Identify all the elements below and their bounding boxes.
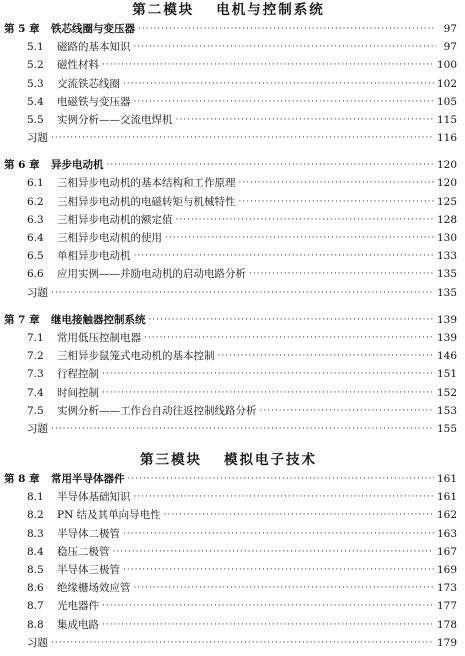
page-number: 163: [436, 527, 457, 540]
page-number: 162: [436, 509, 457, 522]
leader-dots: [123, 561, 434, 579]
section-number: 8.5: [27, 564, 44, 577]
toc-section-row[interactable]: [0, 543, 457, 561]
module-title: [0, 450, 457, 470]
page-number: 152: [436, 386, 457, 399]
exercise-title: 习题: [27, 286, 48, 299]
page-number: 100: [436, 59, 457, 72]
page-number: 139: [436, 331, 457, 344]
chapter-number: 第 8 章: [4, 473, 40, 486]
leader-dots: [113, 543, 434, 561]
toc-section-row[interactable]: [0, 579, 457, 597]
toc-section-row[interactable]: [0, 229, 457, 247]
page-number: 135: [436, 268, 457, 281]
section-title: 三相异步电动机的额定值: [57, 213, 173, 226]
section-title: PN 结及其单向导电性: [57, 509, 161, 522]
toc-section-row[interactable]: [0, 111, 457, 129]
exercise-title: 习题: [27, 422, 48, 435]
section-number: 8.1: [27, 491, 44, 504]
leader-dots: [239, 193, 434, 211]
module-title: [0, 0, 457, 20]
section-number: 8.8: [27, 618, 44, 631]
section-title: 单相异步电动机: [57, 250, 131, 263]
toc-section-row[interactable]: [0, 247, 457, 265]
leader-dots: [134, 93, 434, 111]
toc-section-row[interactable]: [0, 597, 457, 615]
section-number: 6.1: [27, 177, 44, 190]
leader-dots: [134, 579, 434, 597]
chapter-number: 第 7 章: [4, 313, 40, 326]
page-number: 120: [436, 159, 457, 172]
section-title: 实例分析——交流电焊机: [57, 113, 173, 126]
section-title: 应用实例——并励电动机的启动电路分析: [57, 268, 246, 281]
page-number: 139: [436, 313, 457, 326]
leader-dots: [134, 38, 437, 56]
page-number: 128: [436, 213, 457, 226]
section-number: 7.4: [27, 386, 44, 399]
toc-chapter-row[interactable]: [0, 470, 457, 488]
toc-section-row[interactable]: [0, 561, 457, 579]
leader-dots: [51, 420, 434, 438]
page-number: 178: [436, 618, 457, 631]
section-title: 半导体基础知识: [57, 491, 131, 504]
toc-exercise-row[interactable]: [0, 284, 457, 302]
section-title: 三相异步鼠笼式电动机的基本控制: [57, 350, 215, 363]
page-number: 130: [436, 232, 457, 245]
section-number: 8.7: [27, 600, 44, 613]
section-number: 7.3: [27, 368, 44, 381]
section-number: 5.3: [27, 77, 44, 90]
section-title: 电磁铁与变压器: [57, 95, 131, 108]
section-title: 三相异步电动机的基本结构和工作原理: [57, 177, 236, 190]
module-name: 模拟电子技术: [224, 452, 317, 469]
leader-dots: [176, 211, 434, 229]
chapter-title: 常用半导体器件: [51, 473, 125, 486]
leader-dots: [134, 488, 434, 506]
page-number: 97: [443, 41, 457, 54]
page-number: 173: [436, 582, 457, 595]
toc-section-row[interactable]: [0, 365, 457, 383]
leader-dots: [51, 634, 434, 652]
section-title: 行程控制: [57, 368, 99, 381]
section-number: 8.4: [27, 545, 44, 558]
toc-exercise-row[interactable]: [0, 634, 457, 652]
page-number: 179: [436, 636, 457, 649]
toc-section-row[interactable]: [0, 525, 457, 543]
toc-section-row[interactable]: [0, 175, 457, 193]
section-title: 三相异步电动机的使用: [57, 232, 162, 245]
leader-dots: [123, 75, 434, 93]
leader-dots: [218, 347, 434, 365]
leader-dots: [51, 284, 434, 302]
leader-dots: [149, 311, 434, 329]
toc-section-row[interactable]: [0, 193, 457, 211]
chapter-number: 第 6 章: [4, 159, 40, 172]
section-number: 8.2: [27, 509, 44, 522]
leader-dots: [102, 616, 434, 634]
toc-chapter-row[interactable]: [0, 20, 457, 38]
page-number: 105: [436, 95, 457, 108]
section-title: 稳压二极管: [57, 545, 110, 558]
section-title: 磁性材料: [57, 59, 99, 72]
section-number: 7.1: [27, 331, 44, 344]
toc-section-row[interactable]: [0, 75, 457, 93]
section-number: 8.3: [27, 527, 44, 540]
toc-section-row[interactable]: [0, 56, 457, 74]
chapter-number: 第 5 章: [4, 22, 40, 35]
page-number: 115: [436, 113, 457, 126]
exercise-title: 习题: [27, 636, 48, 649]
section-title: 三相异步电动机的电磁转矩与机械特性: [57, 195, 236, 208]
section-title: 半导体三极管: [57, 564, 120, 577]
section-number: 6.2: [27, 195, 44, 208]
page-number: 153: [436, 404, 457, 417]
chapter-title: 铁芯线圈与变压器: [51, 22, 135, 35]
leader-dots: [164, 506, 434, 524]
page-number: 120: [436, 177, 457, 190]
section-title: 实例分析——工作台自动往返控制线路分析: [57, 404, 257, 417]
page-number: 161: [436, 473, 457, 486]
leader-dots: [144, 329, 434, 347]
leader-dots: [107, 156, 434, 174]
section-title: 磁路的基本知识: [57, 41, 131, 54]
toc-exercise-row[interactable]: [0, 129, 457, 147]
leader-dots: [260, 402, 434, 420]
leader-dots: [134, 247, 434, 265]
section-title: 交流铁芯线圈: [57, 77, 120, 90]
toc-exercise-row[interactable]: [0, 420, 457, 438]
exercise-title: 习题: [27, 132, 48, 145]
page-number: 97: [443, 22, 457, 35]
toc-section-row[interactable]: [0, 507, 457, 525]
toc-chapter-row[interactable]: [0, 156, 457, 174]
page-number: 133: [436, 250, 457, 263]
section-title: 绝缘栅场效应管: [57, 582, 131, 595]
leader-dots: [102, 384, 434, 402]
chapter-title: 继电接触器控制系统: [51, 313, 146, 326]
leader-dots: [165, 229, 434, 247]
toc-section-row[interactable]: [0, 211, 457, 229]
section-title: 光电器件: [57, 600, 99, 613]
section-number: 6.3: [27, 213, 44, 226]
toc-section-row[interactable]: [0, 347, 457, 365]
leader-dots: [128, 470, 434, 488]
leader-dots: [249, 265, 434, 283]
toc-section-row[interactable]: [0, 384, 457, 402]
module-label: 第二模块: [132, 2, 195, 18]
section-number: 6.6: [27, 268, 44, 281]
module-name: 电机与控制系统: [216, 2, 325, 18]
page-number: 135: [436, 286, 457, 299]
module-label: 第三模块: [140, 452, 202, 469]
page-number: 116: [436, 132, 457, 145]
page-number: 155: [436, 422, 457, 435]
leader-dots: [176, 111, 434, 129]
leader-dots: [102, 365, 434, 383]
leader-dots: [138, 20, 436, 38]
section-number: 7.2: [27, 350, 44, 363]
spacer: [0, 302, 457, 311]
toc-section-row[interactable]: [0, 38, 457, 56]
section-title: 常用低压控制电器: [57, 331, 141, 344]
toc-section-row[interactable]: [0, 265, 457, 283]
chapter-title: 异步电动机: [51, 159, 104, 172]
toc-section-row[interactable]: [0, 616, 457, 634]
leader-dots: [123, 525, 434, 543]
toc-section-row[interactable]: [0, 93, 457, 111]
section-title: 集成电路: [57, 618, 99, 631]
section-title: 时间控制: [57, 386, 99, 399]
section-number: 5.5: [27, 113, 44, 126]
page-number: 146: [436, 350, 457, 363]
toc-section-row[interactable]: [0, 488, 457, 506]
section-number: 5.2: [27, 59, 44, 72]
section-title: 半导体二极管: [57, 527, 120, 540]
spacer: [0, 438, 457, 450]
page-number: 161: [436, 491, 457, 504]
page-number: 125: [436, 195, 457, 208]
section-number: 7.5: [27, 404, 44, 417]
page-number: 177: [436, 600, 457, 613]
page-number: 169: [436, 564, 457, 577]
section-number: 5.1: [27, 41, 44, 54]
spacer: [0, 147, 457, 156]
toc-section-row[interactable]: [0, 402, 457, 420]
toc-chapter-row[interactable]: [0, 311, 457, 329]
leader-dots: [102, 56, 434, 74]
page-number: 102: [436, 77, 457, 90]
leader-dots: [239, 174, 434, 192]
toc-section-row[interactable]: [0, 329, 457, 347]
leader-dots: [102, 597, 434, 615]
page-number: 151: [436, 368, 457, 381]
leader-dots: [51, 129, 434, 147]
section-number: 5.4: [27, 95, 44, 108]
section-number: 6.5: [27, 250, 44, 263]
section-number: 8.6: [27, 582, 44, 595]
page-number: 167: [436, 545, 457, 558]
section-number: 6.4: [27, 232, 44, 245]
